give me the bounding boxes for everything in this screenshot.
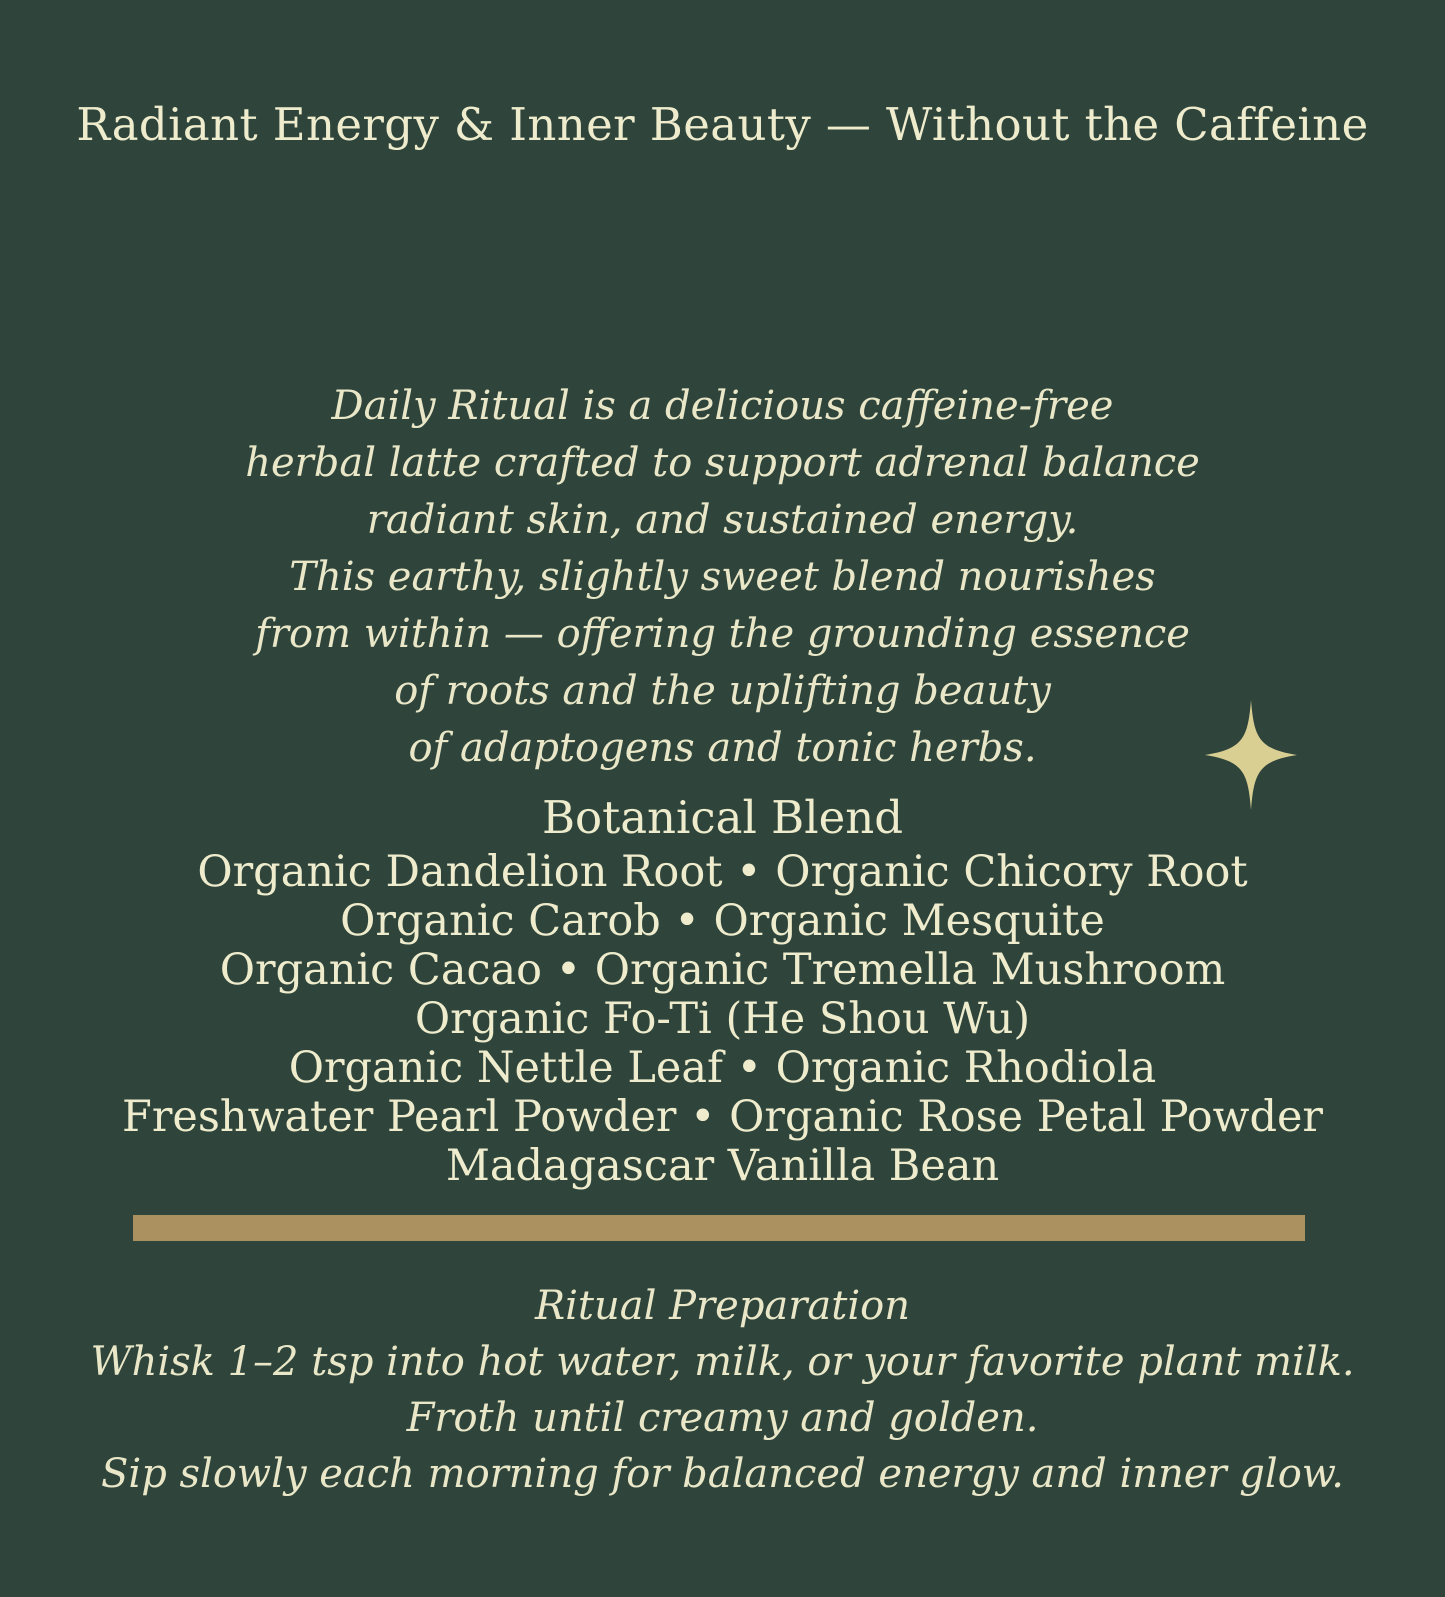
intro-line: This earthy, slightly sweet blend nourishes (289, 554, 1156, 600)
ingredient-line: Madagascar Vanilla Bean (445, 1141, 1000, 1191)
ingredient-line: Organic Cacao • Organic Tremella Mushroom (219, 945, 1226, 995)
ingredient-line: Freshwater Pearl Powder • Organic Rose Petal Powder (122, 1092, 1323, 1142)
botanical-blend-title: Botanical Blend (541, 791, 904, 844)
ritual-step: Whisk 1–2 tsp into hot water, milk, or your favorite plant milk. (90, 1339, 1355, 1385)
ritual-preparation-title: Ritual Preparation (535, 1283, 910, 1329)
ritual-step: Sip slowly each morning for balanced energy and inner glow. (101, 1451, 1344, 1497)
gold-divider (133, 1215, 1305, 1241)
intro-line: Daily Ritual is a delicious caffeine-free (331, 383, 1114, 429)
ritual-step: Froth until creamy and golden. (406, 1395, 1039, 1441)
intro-line: herbal latte crafted to support adrenal balance (245, 440, 1200, 486)
ingredient-line: Organic Dandelion Root • Organic Chicory Root (197, 847, 1248, 897)
ingredient-line: Organic Nettle Leaf • Organic Rhodiola (288, 1043, 1157, 1093)
intro-line: from within — offering the grounding essence (255, 611, 1190, 657)
ingredient-line: Organic Carob • Organic Mesquite (340, 896, 1105, 946)
intro-line: of adaptogens and tonic herbs. (408, 725, 1037, 771)
intro-line: of roots and the uplifting beauty (394, 668, 1051, 714)
page-title: Radiant Energy & Inner Beauty — Without the Caffeine (76, 98, 1369, 151)
botanical-blend-section (0, 790, 1445, 1191)
ritual-preparation-section (0, 1278, 1445, 1502)
intro-paragraph (0, 378, 1445, 777)
ingredient-line: Organic Fo-Ti (He Shou Wu) (414, 994, 1031, 1044)
intro-line: radiant skin, and sustained energy. (366, 497, 1079, 543)
